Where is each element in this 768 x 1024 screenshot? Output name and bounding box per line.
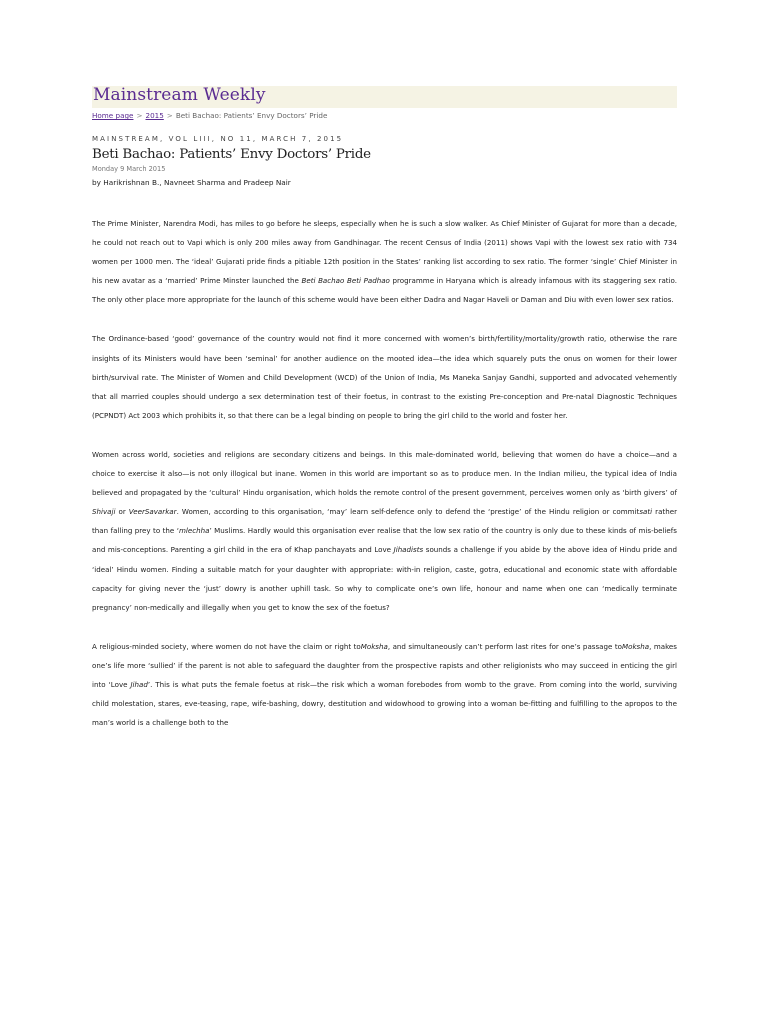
breadcrumb-current: Beti Bachao: Patients’ Envy Doctors’ Pride: [175, 111, 328, 120]
breadcrumb-year-link[interactable]: 2015: [145, 111, 164, 120]
breadcrumb-home-link[interactable]: Home page: [92, 111, 134, 120]
text-span: , makes one’s life more ‘sullied’ if the parent is not able to safeguard the daughter from the prospective rapists and other religionists who may succeed in enticing the girl into ‘Love: [92, 641, 677, 689]
article-title: Beti Bachao: Patients’ Envy Doctors’ Pride: [92, 147, 371, 162]
italic-text: Moksha: [621, 641, 650, 651]
italic-text: Moksha: [360, 641, 388, 651]
issue-line: MAINSTREAM, VOL LIII, NO 11, MARCH 7, 2015: [92, 135, 344, 143]
text-span: , and simultaneously can’t perform last rites for one’s passage to: [387, 641, 622, 651]
text-span: ’. This is what puts the female foetus at risk—the risk which a woman forebodes from womb to the grave. From coming into the world, surviving child molestation, stares, eve-teasing, rape, wife-bashing, dowry, destitution and widowhood to growing into a woman be-fitting and fulfilling to the apropos to the man’s world is a challenge both to the: [92, 679, 677, 728]
text-span: . Women, according to this organisation, ‘may’ learn self-defence only to defend the ‘prestige’ of the Hindu religion or commit: [176, 507, 640, 517]
article-byline: by Harikrishnan B., Navneet Sharma and Pradeep Nair: [92, 178, 291, 187]
italic-text: Jihad: [130, 679, 148, 689]
text-span: ’ Muslims. Hardly would this organisation ever realise that the low sex ratio of the country is only due to these kinds of mis-beliefs and mis-conceptions. Parenting a girl child in the era of Khap panchayats and Love: [92, 526, 677, 555]
text-span: rather than falling prey to the ‘: [92, 507, 677, 536]
italic-text: Shivaji: [92, 507, 116, 517]
breadcrumb-separator: >: [166, 111, 173, 120]
page-content: [92, 85, 678, 728]
text-span: programme in Haryana which is already infamous with its staggering sex ratio. The only other place more appropriate for the launch of this scheme would have been either Dadra and Nagar Haveli or Daman and Diu with even lower sex ratios.: [92, 276, 678, 305]
italic-text: Beti Bachao Beti Padhao: [301, 276, 390, 286]
site-title[interactable]: Mainstream Weekly: [93, 85, 266, 105]
article-body: [92, 214, 677, 752]
italic-text: Jihadists: [393, 545, 424, 555]
paragraph-4: [92, 637, 677, 732]
text-span: A religious-minded society, where women do not have the claim or right to: [92, 641, 361, 651]
text-span: The Prime Minister, Narendra Modi, has miles to go before he sleeps, especially when he is such a slow walker. As Chief Minister of Gujarat for more than a decade, he could not reach out to Vapi which is only 200 miles away from Gandhinagar. The recent Census of India (2011) shows Vapi with the lowest sex ratio with 734 women per 1000 men. The ‘ideal’ Gujarati pride finds a pitiable 12th position in the States’ ranking list according to sex ratio. The former ‘single’ Chief Minister in his new avatar as a ‘married’ Prime Minster launched the: [92, 219, 677, 286]
article-date: Monday 9 March 2015: [92, 165, 166, 173]
paragraph-2: The Ordinance-based ‘good’ governance of the country would not find it more concerned with women’s birth/fertility/mortality/growth ratio, otherwise the rare insights of its Ministers would have been ‘seminal’ for another audience on the mooted idea—the idea which squarely puts the onus on women for their lower birth/survival rate. The Minister of Women and Child Development (WCD) of the Union of India, Ms Maneka Sanjay Gandhi, supported and advocated vehemently that all married couples should undergo a sex determination test of their foetus, in contrast to the existing Pre-conception and Pre-natal Diagnostic Techniques (PCPNDT) Act 2003 which prohibits it, so that there can be a legal binding on people to bring the girl child to the world and foster her.: [92, 334, 677, 420]
italic-text: VeerSavarkar: [128, 507, 177, 517]
breadcrumb-separator: >: [136, 111, 143, 120]
text-span: sounds a challenge if you abide by the above idea of Hindu pride and ‘ideal’ Hindu women. Finding a suitable match for your daughter with appropriate: with-in religion, caste, gotra, educational and economic state with affordable capacity for giving never the ‘just’ dowry is another uphill task. So why to complicate one’s own life, honour and name when one can ‘medically terminate pregnancy’ non-medically and illegally when you get to know the sex of the foetus?: [92, 545, 677, 612]
italic-text: sati: [639, 507, 653, 517]
text-span: or: [115, 507, 129, 517]
masthead: [92, 86, 677, 108]
text-span: Women across world, societies and religions are secondary citizens and beings. In this male-dominated world, believing that women do have a choice—and a choice to exercise it also—is not only illogical but inane. Women in this world are important so as to produce men. In the Indian milieu, the typical idea of India believed and propagated by the ‘cultural’ Hindu organisation, which holds the remote control of the present government, perceives women only as ‘birth givers’ of: [92, 449, 677, 498]
breadcrumb: [92, 111, 677, 120]
italic-text: mlechha: [178, 526, 210, 536]
paragraph-1: [92, 214, 677, 309]
paragraph-3: [92, 445, 677, 617]
